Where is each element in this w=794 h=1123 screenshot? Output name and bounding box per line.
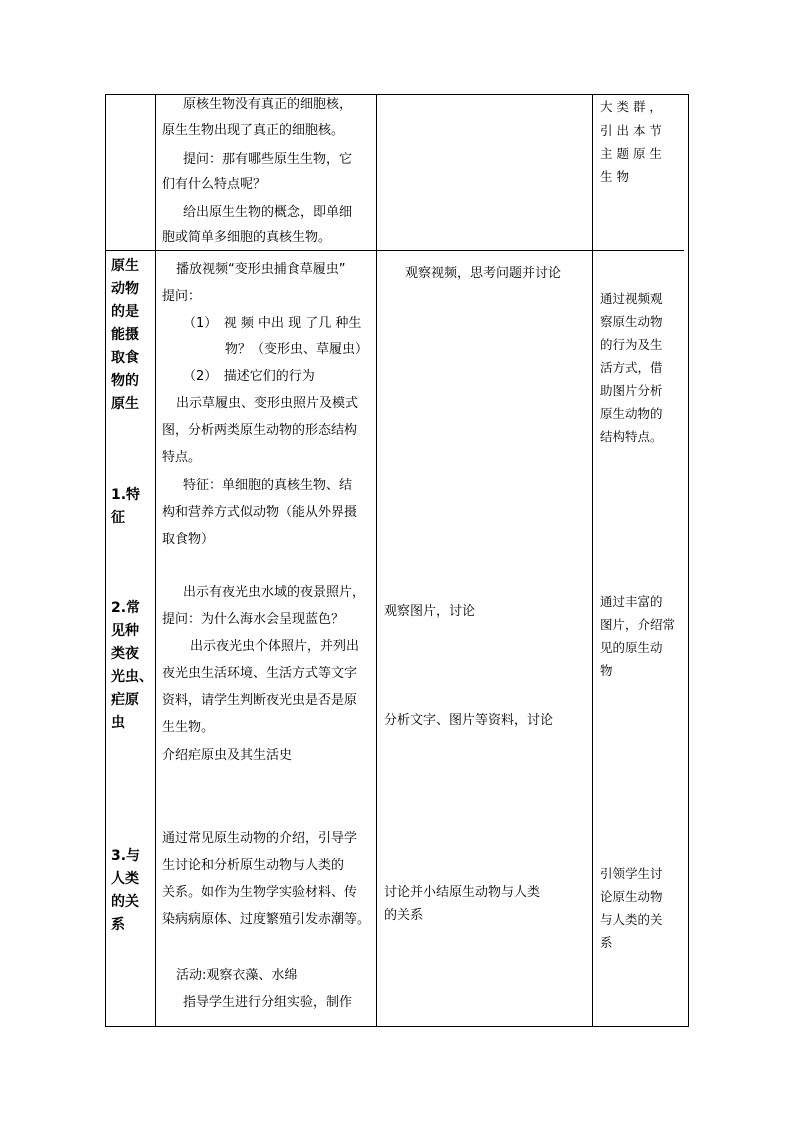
intent-text: 论原生动物 — [600, 889, 663, 904]
intent-line: 主 题 原 生 — [600, 146, 662, 161]
teacher-text: 关系。如作为生物学实验材料、传 — [162, 885, 358, 900]
intent-text: 与人类的关 — [600, 912, 663, 927]
student-activity: 分析文字、图片等资料，讨论 — [384, 713, 554, 728]
teacher-text: 出示草履虫、变形虫照片及模式 — [176, 396, 359, 411]
column-divider-3 — [592, 94, 593, 1027]
table-bottom-border — [105, 1026, 689, 1027]
intent-text: 引领学生讨 — [600, 866, 663, 881]
intent-text: 图片，介绍常 — [600, 617, 676, 632]
teacher-text: 构和营养方式似动物（能从外界摄 — [162, 505, 358, 520]
teacher-text: 提问：为什么海水会呈现蓝色？ — [162, 612, 345, 627]
teacher-text: 夜光虫生活环境、生活方式等文字 — [162, 666, 358, 681]
intent-text: 通过丰富的 — [600, 594, 663, 609]
column-divider-2 — [376, 94, 377, 1027]
teacher-text: 特征：单细胞的真核生物、结 — [183, 478, 353, 493]
teacher-text: 指导学生进行分组实验，制作 — [183, 995, 353, 1010]
teacher-text: 资料，请学生判断夜光虫是否是原 — [162, 693, 358, 708]
row-divider — [105, 250, 684, 251]
intent-text: 通过视频观 — [600, 291, 663, 306]
intent-text: 结构特点。 — [600, 429, 663, 444]
intent-line: 大 类 群 ， — [600, 99, 662, 114]
student-activity: 的关系 — [384, 908, 424, 923]
intent-text: 助图片分析 — [600, 383, 663, 398]
column-divider-1 — [155, 94, 156, 1027]
table-left-border — [105, 94, 106, 1027]
table-right-border — [688, 94, 689, 1027]
student-activity: 观察图片，讨论 — [384, 604, 476, 619]
teacher-text: 提问： — [162, 289, 202, 304]
content-line: 提问：那有哪些原生生物，它 — [183, 152, 353, 167]
teacher-text: 通过常见原生动物的介绍，引导学 — [162, 831, 358, 846]
teacher-text: （1） 视 频 中出 现 了几 种生 — [183, 316, 362, 331]
teacher-text: 生讨论和分析原生动物与人类的 — [162, 858, 345, 873]
content-line: 们有什么特点呢？ — [162, 177, 267, 192]
content-line: 原生生物出现了真正的细胞核。 — [162, 123, 345, 138]
content-line: 胞或简单多细胞的真核生物。 — [162, 230, 332, 245]
intent-line: 生 物 — [600, 169, 629, 184]
teacher-text: 出示有夜光虫水域的夜景照片， — [183, 585, 366, 600]
intent-text: 系 — [600, 935, 613, 950]
teacher-text: 出示夜光虫个体照片，并列出 — [190, 639, 360, 654]
teacher-text: 物？（变形虫、草履虫） — [225, 342, 369, 357]
teacher-text: 图，分析两类原生动物的形态结构 — [162, 423, 358, 438]
table-top-border — [105, 94, 689, 95]
content-line: 给出原生生物的概念，即单细 — [183, 205, 353, 220]
intent-text: 的行为及生 — [600, 337, 663, 352]
teacher-text: 染病病原体、过度繁殖引发赤潮等。 — [162, 912, 371, 927]
intent-text: 活方式，借 — [600, 360, 663, 375]
intent-text: 见的原生动 — [600, 640, 663, 655]
student-activity: 讨论并小结原生动物与人类 — [384, 885, 541, 900]
teacher-text: 活动:观察衣藻、水绵 — [176, 968, 298, 983]
teacher-text: 取食物） — [162, 532, 215, 547]
content-line: 原核生物没有真正的细胞核， — [183, 97, 353, 112]
intent-line: 引 出 本 节 — [600, 123, 662, 138]
lesson-plan-page: 原核生物没有真正的细胞核， 原生生物出现了真正的细胞核。 提问：那有哪些原生生物，它 们有什么特点呢？ 给出原生生物的概念，即单细 胞或简单多细胞的真核生物。 大 类 群 ， 引 出 本 节 主 题 原 生 生 物 原生 动物 的是 能摄 取食 物的 原生 1.特 征 2.常 见种 类夜 光虫、 疟原 虫 3.与 人类 的关 系 播放视频“变形虫捕食草履虫” 提问： （1） 视 频 中出 现 了几 种生 物？（变形虫、草履虫） （2） 描述它们的行为 出示草履虫、变形虫照片及模式 图，分析两类原生动物的形态结构 特点。 特征：单细胞的真核生物、结 构和营养方式似动物（能从外界摄 取食物） 出示有夜光虫水域的夜景照片， 提问：为什么海水会呈现蓝色？ 出示夜光虫个体照片，并列出 夜光虫生活环境、生活方式等文字 资料，请学生判断夜光虫是否是原 生生物。 介绍疟原虫及其生活史 通过常见原生动物的介绍，引导学 生讨论和分析原生动物与人类的 关系。如作为生物学实验材料、传 染病病原体、过度繁殖引发赤潮等。 活动:观察衣藻、水绵 指导学生进行分组实验，制作 观察视频，思考问题并讨论 观察图片，讨论 分析文字、图片等资料，讨论 讨论并小结原生动物与人类 的关系 通过视频观 察原生动物 的行为及生 活方式，借 助图片分析 原生动物的 结构特点。 通过丰富的 图片，介绍常 见的原生动 物 引领学生讨 论原生动物 与人类的关 系 — [0, 0, 794, 1123]
teacher-text: 生生物。 — [162, 720, 215, 735]
teacher-text: 特点。 — [162, 450, 202, 465]
intent-text: 物 — [600, 663, 613, 678]
teacher-text: （2） 描述它们的行为 — [183, 369, 315, 384]
teacher-text: 介绍疟原虫及其生活史 — [162, 748, 293, 763]
intent-text: 察原生动物 — [600, 314, 663, 329]
teacher-text: 播放视频“变形虫捕食草履虫” — [176, 262, 346, 277]
student-activity: 观察视频，思考问题并讨论 — [405, 266, 562, 281]
intent-text: 原生动物的 — [600, 406, 663, 421]
